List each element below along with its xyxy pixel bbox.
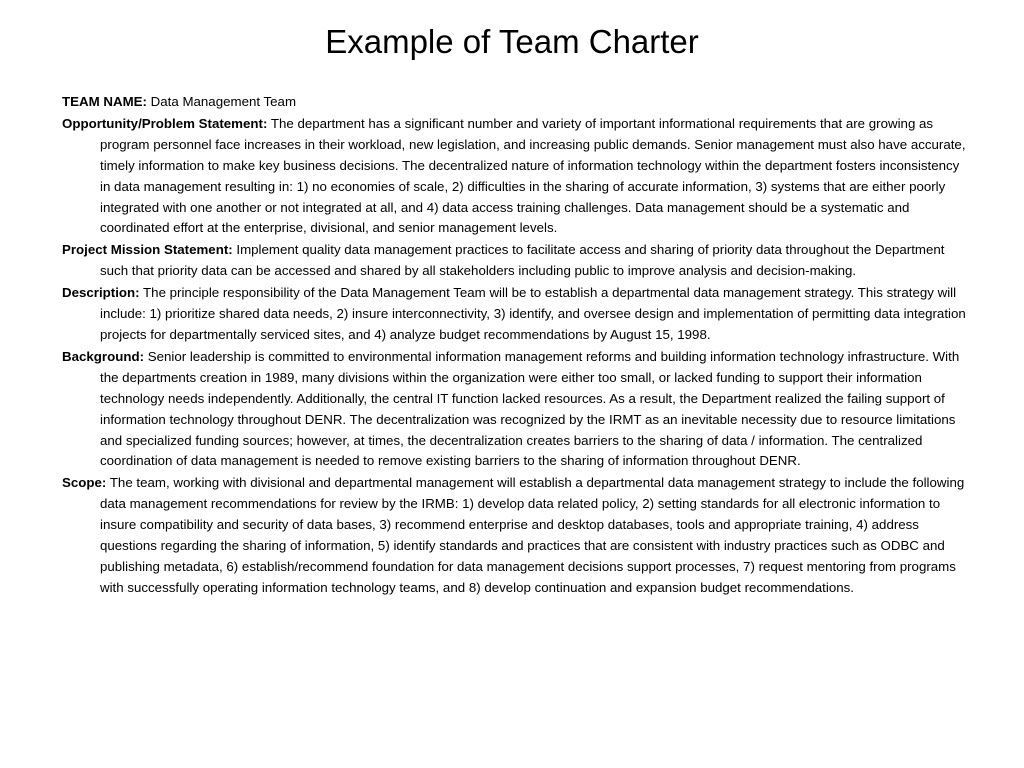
section-text: Implement quality data management practices to facilitate access and sharing of priority data throughout the Department such that priority data can be accessed and shared by all stakeholders including public to improve analysis and decision-making. bbox=[100, 242, 945, 279]
section-text: Senior leadership is committed to environmental information management reforms and building information technology infrastructure. With the departments creation in 1989, many divisions within the organization were either too small, or lacked funding to support their information technology needs independently. Additionally, the central IT function lacked resources. As a result, the Department realized the failing support of information technology throughout DENR. The decentralization was recognized by the IRMT as an inevitable necessity due to resource limitations and specialized funding sources; however, at times, the decentralization creates barriers to the sharing of data / information. The centralized coordination of data management is needed to remove existing barriers to the sharing of information throughout DENR. bbox=[100, 348, 960, 469]
section-label: Opportunity/Problem Statement: bbox=[62, 115, 268, 131]
section-opportunity-problem-statement bbox=[62, 114, 967, 239]
section-text: The department has a significant number and variety of important informational requirements that are growing as program personnel face increases in their workload, new legislation, and increasing public demands. Senior management must also have accurate, timely information to make key business decisions. The decentralized nature of information technology within the department fosters inconsistency in data management resulting in: 1) no economies of scale, 2) difficulties in the sharing of accurate information, 3) systems that are either poorly integrated with one another or not integrated at all, and 4) data access training challenges. Data management should be a systematic and coordinated effort at the enterprise, divisional, and senior management levels. bbox=[100, 115, 966, 236]
section-text: The team, working with divisional and departmental management will establish a departmental data management strategy to include the following data management recommendations for review by the IRMB: 1) develop data related policy, 2) setting standards for all electronic information to insure compatibility and security of data bases, 3) recommend enterprise and desktop databases, tools and appropriate training, 4) address questions regarding the sharing of information, 5) identify standards and practices that are consistent with industry practices such as ODBC and publishing metadata, 6) establish/recommend foundation for data management decisions support processes, 7) request mentoring from programs with successfully operating information technology teams, and 8) develop continuation and expansion budget recommendations. bbox=[100, 475, 965, 595]
section-project-mission-statement bbox=[62, 240, 967, 282]
section-label: Background: bbox=[62, 348, 145, 364]
section-background bbox=[62, 347, 967, 472]
section-scope bbox=[62, 473, 967, 598]
section-text: The principle responsibility of the Data Management Team will be to establish a departmental data management strategy. This strategy will include: 1) prioritize shared data needs, 2) insure interconnectivity, 3) identify, and oversee design and implementation of permitting data integration projects for departmentally serviced sites, and 4) analyze budget recommendations by August 15, 1998. bbox=[100, 285, 966, 342]
section-text: Data Management Team bbox=[150, 94, 297, 109]
slide-content bbox=[62, 92, 967, 600]
section-description bbox=[62, 283, 967, 346]
section-team-name bbox=[62, 92, 967, 113]
slide-title: Example of Team Charter bbox=[325, 23, 699, 60]
section-label: Project Mission Statement: bbox=[62, 242, 233, 258]
section-label: TEAM NAME: bbox=[62, 94, 147, 109]
section-label: Scope: bbox=[62, 475, 107, 491]
section-label: Description: bbox=[62, 285, 140, 301]
